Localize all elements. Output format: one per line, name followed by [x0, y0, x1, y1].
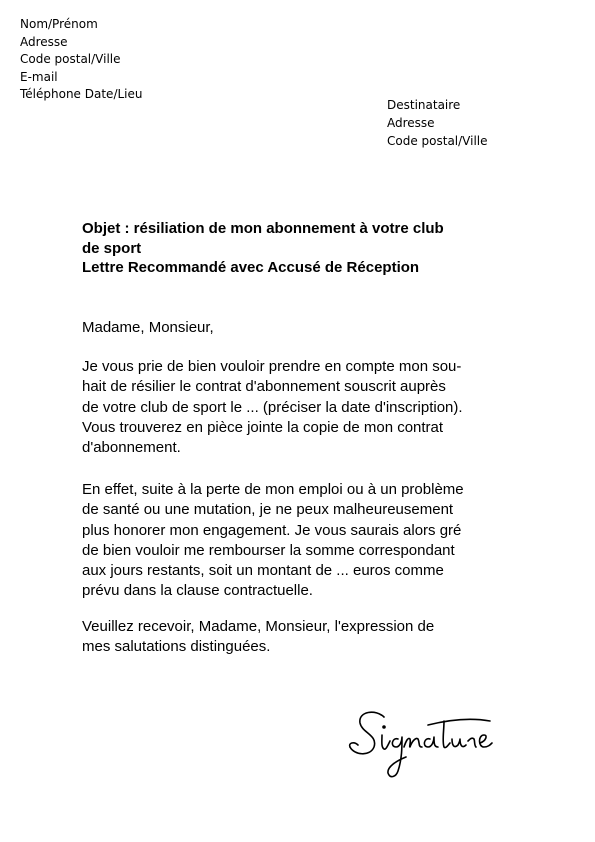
- paragraph-line: de santé ou une mutation, je ne peux malheureusement: [82, 501, 454, 519]
- recipient-address: Adresse: [387, 116, 435, 130]
- paragraph-line: d'abonnement.: [82, 439, 181, 457]
- sender-address: Adresse: [20, 34, 68, 49]
- sender-name: Nom/Prénom: [20, 17, 98, 31]
- paragraph-line: de bien vouloir me rembourser la somme correspondant: [82, 541, 455, 559]
- recipient-postal-city: Code postal/Ville: [387, 134, 488, 148]
- paragraph-line: Je vous prie de bien vouloir prendre en compte mon sou-: [82, 358, 462, 375]
- subject-line: Lettre Recommandé avec Accusé de Réception: [82, 259, 420, 276]
- recipient-block: [387, 96, 488, 150]
- subject-block: [82, 219, 512, 278]
- subject-line: Objet : résiliation de mon abonnement à votre club: [82, 220, 444, 237]
- salutation-text: Madame, Monsieur,: [82, 319, 214, 336]
- salutation: [82, 318, 512, 338]
- sender-postal-city: Code postal/Ville: [20, 52, 121, 67]
- paragraph-2: [82, 480, 512, 602]
- sender-email: E-mail: [20, 69, 58, 84]
- paragraph-line: hait de résilier le contrat d'abonnement souscrit auprès: [82, 378, 446, 396]
- paragraph-line: En effet, suite à la perte de mon emploi ou à un problème: [82, 481, 464, 498]
- closing-line: Veuillez recevoir, Madame, Monsieur, l'expression de: [82, 618, 435, 635]
- sender-block: [20, 16, 143, 104]
- paragraph-line: Vous trouverez en pièce jointe la copie de mon contrat: [82, 418, 444, 436]
- recipient-name: Destinataire: [387, 98, 461, 112]
- paragraph-line: aux jours restants, soit un montant de ... euros comme: [82, 562, 444, 580]
- subject-line: de sport: [82, 239, 142, 257]
- closing-formula: [82, 617, 512, 658]
- signature-image: [340, 695, 500, 785]
- paragraph-line: de votre club de sport le ... (préciser la date d'inscription).: [82, 398, 463, 416]
- closing-line: mes salutations distinguées.: [82, 638, 271, 656]
- paragraph-1: [82, 357, 512, 458]
- paragraph-line: prévu dans la clause contractuelle.: [82, 582, 313, 600]
- paragraph-line: plus honorer mon engagement. Je vous saurais alors gré: [82, 521, 462, 539]
- sender-phone-date-place: Téléphone Date/Lieu: [20, 87, 143, 102]
